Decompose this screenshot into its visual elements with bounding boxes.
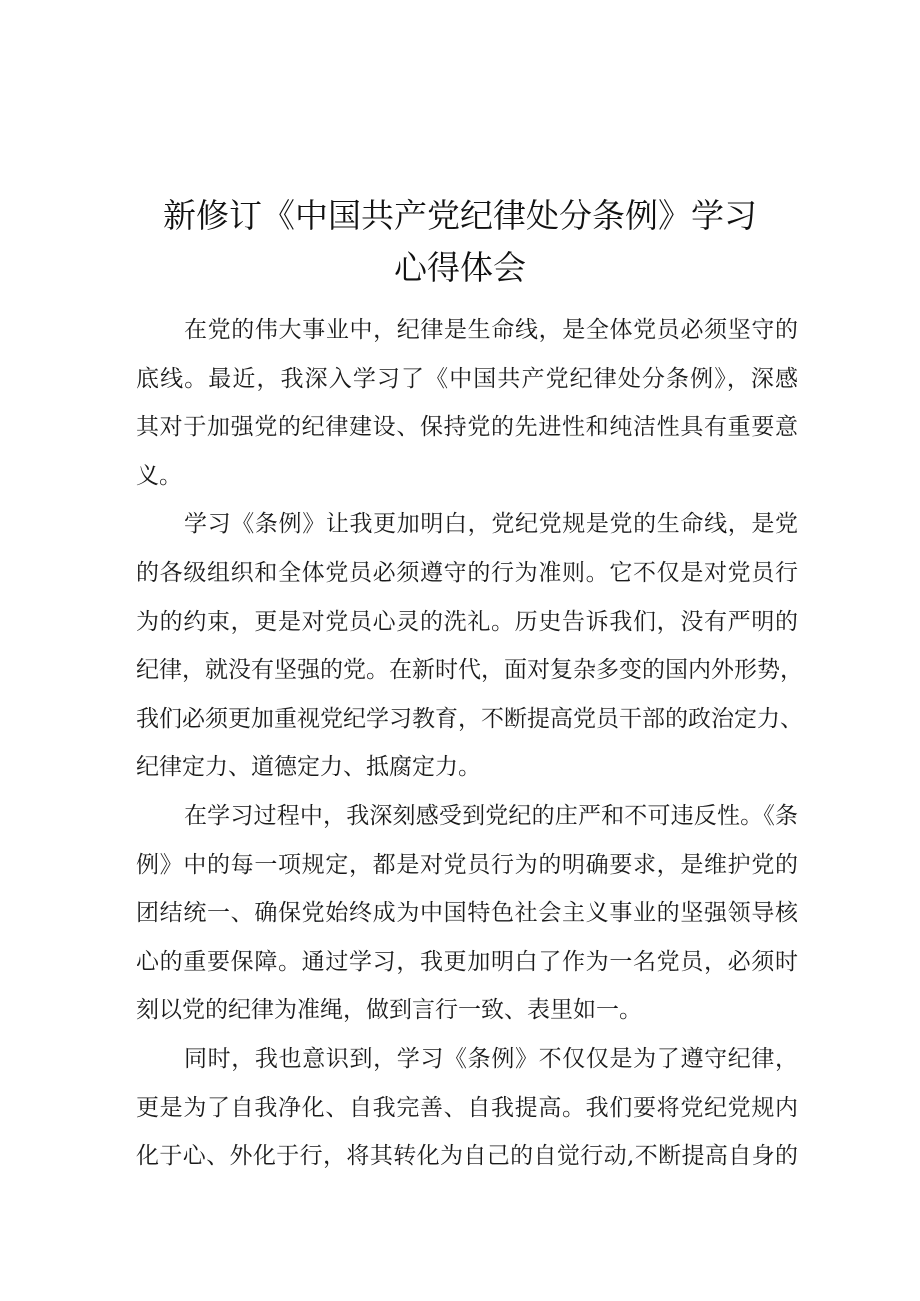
- text-line: 刻以党的纪律为准绳，做到言行一致、表里如一。: [136, 997, 642, 1024]
- text-line: 团结统一、确保党始终成为中国特色社会主义事业的坚强领导核: [136, 900, 798, 927]
- text-line: 为的约束，更是对党员心灵的洗礼。历史告诉我们，没有严明的: [136, 608, 798, 635]
- paragraph-4: [136, 1035, 798, 1181]
- text-line: 心的重要保障。通过学习，我更加明白了作为一名党员，必须时: [136, 948, 798, 975]
- text-line: 义。: [136, 462, 182, 489]
- paragraph-3: [136, 792, 798, 1035]
- title-line-1: 新修订《中国共产党纪律处分条例》学习: [163, 196, 757, 236]
- title-line-2: 心得体会: [394, 248, 526, 288]
- text-line: 化于心、外化于行，将其转化为自己的自觉行动,不断提高自身的: [136, 1143, 798, 1170]
- text-line: 学习《条例》让我更加明白，党纪党规是党的生命线，是党: [184, 511, 798, 538]
- text-line: 同时，我也意识到，学习《条例》不仅仅是为了遵守纪律，: [184, 1045, 798, 1072]
- text-line: 例》中的每一项规定，都是对党员行为的明确要求，是维护党的: [136, 851, 798, 878]
- text-line: 我们必须更加重视党纪学习教育，不断提高党员干部的政治定力、: [136, 705, 803, 732]
- paragraph-2: [136, 500, 803, 792]
- text-line: 更是为了自我净化、自我完善、自我提高。我们要将党纪党规内: [136, 1094, 798, 1121]
- document-title: [110, 190, 810, 294]
- text-line: 在党的伟大事业中，纪律是生命线，是全体党员必须坚守的: [184, 317, 798, 343]
- document-body: [136, 306, 803, 1181]
- text-line: 纪律，就没有坚强的党。在新时代，面对复杂多变的国内外形势，: [136, 657, 803, 684]
- text-line: 其对于加强党的纪律建设、保持党的先进性和纯洁性具有重要意: [136, 414, 798, 441]
- text-line: 在学习过程中，我深刻感受到党纪的庄严和不可违反性。《条: [184, 802, 798, 829]
- text-line: 纪律定力、道德定力、抵腐定力。: [136, 754, 481, 781]
- text-line: 的各级组织和全体党员必须遵守的行为准则。它不仅是对党员行: [136, 559, 798, 586]
- text-line: 底线。最近，我深入学习了《中国共产党纪律处分条例》，深感: [136, 365, 798, 392]
- paragraph-1: [136, 306, 798, 500]
